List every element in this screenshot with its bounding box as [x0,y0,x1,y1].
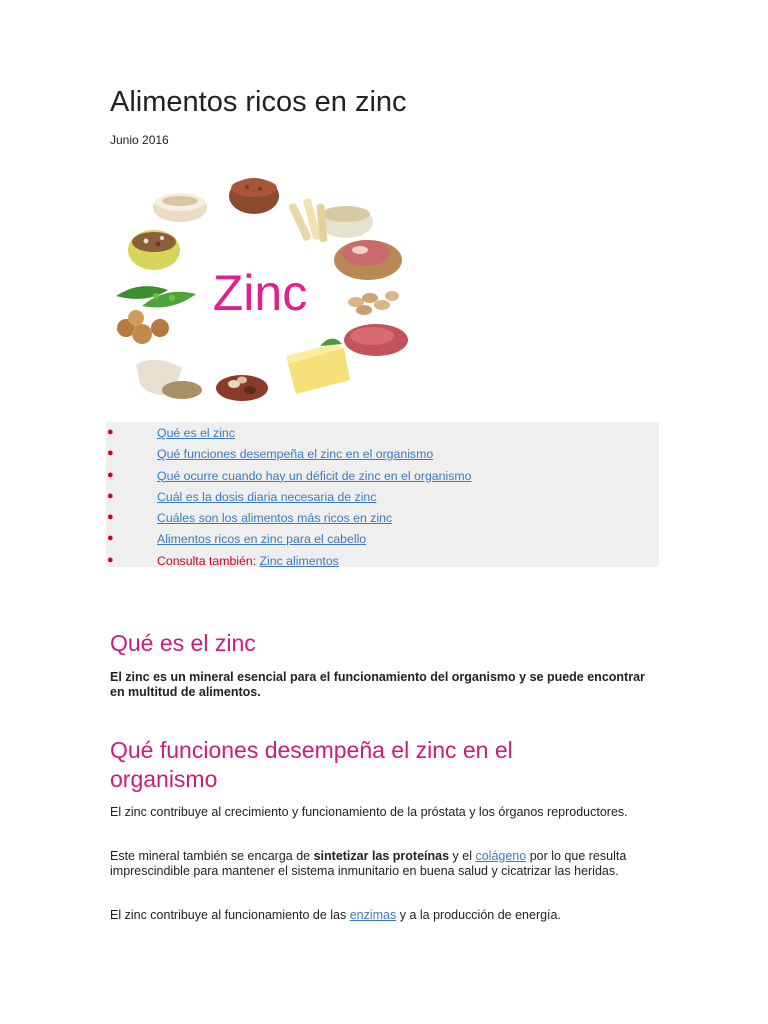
toc-link-deficit[interactable]: Qué ocurre cuando hay un déficit de zinc en el organismo [157,468,472,483]
toc-item [106,552,659,573]
see-also-label: Consulta también: [157,553,260,568]
rice-bowl-icon [153,193,207,222]
seed-sack-icon [136,360,202,399]
text-span: y el [449,849,476,863]
meat-board-icon [334,240,402,280]
see-also-link[interactable]: Zinc alimentos [259,553,339,568]
link-enzimas[interactable]: enzimas [349,908,397,922]
toc-link-alimentos[interactable]: Cuáles son los alimentos más ricos en zinc [157,511,393,526]
toc-item [106,488,659,509]
paragraph-proteinas [110,849,660,879]
toc-item [106,509,659,530]
toc-link-funciones[interactable]: Qué funciones desempeña el zinc en el organismo [157,447,434,462]
toc-item [106,424,659,445]
text-span: y a la producción de energía. [396,908,561,922]
section-heading-funciones: Qué funciones desempeña el zinc en el organismo [110,737,513,792]
zinc-foods-image [110,168,415,408]
walnuts-icon [117,310,169,344]
bullet-icon: ● [107,468,114,481]
bold-proteinas: sintetizar las proteínas [313,849,450,863]
see-also [157,552,339,571]
lentils-bowl-icon [229,178,279,214]
toc-item [106,445,659,466]
intro-bold-paragraph: El zinc es un mineral esencial para el funcionamiento del organismo y se puede encontrar en multitud de alimentos. [110,670,645,699]
paragraph-prostata: El zinc contribuye al crecimiento y funcionamiento de la próstata y los órganos reproductores. [110,805,628,819]
toc-item [106,530,659,551]
bullet-icon: ● [107,511,114,524]
text-span: Este mineral también se encarga de [110,849,314,863]
bullet-icon: ● [107,426,114,438]
section-heading-que-es: Qué es el zinc [110,630,256,656]
bullet-icon: ● [107,532,114,545]
toc-link-cabello[interactable]: Alimentos ricos en zinc para el cabello [157,532,367,547]
peanuts-icon [348,291,399,315]
text-span: por lo que resulta imprescindible para mantener el sistema inmunitario en buena salud y cicatrizar las heridas. [110,849,627,878]
ground-meat-icon [344,324,408,356]
toc-link-que-es[interactable]: Qué es el zinc [157,426,235,440]
text-span: El zinc contribuye al funcionamiento de las [110,908,350,922]
table-of-contents [106,422,659,567]
page-title: Alimentos ricos en zinc [110,86,407,118]
flakes-bowl-icon [319,206,373,238]
beans-icon [216,375,268,401]
sesame-sticks-icon [288,198,328,243]
toc-link-dosis[interactable]: Cuál es la dosis diaria necesaria de zinc [157,489,377,504]
bullet-icon: ● [107,489,114,502]
mixed-seeds-bowl-icon [128,230,180,270]
toc-item [106,467,659,488]
bullet-icon: ● [107,553,114,566]
paragraph-enzimas [110,908,660,923]
cheese-icon [286,338,350,394]
article-date: Junio 2016 [110,133,169,147]
link-colageno[interactable]: colágeno [475,849,527,863]
peas-icon [116,286,196,307]
bullet-icon: ● [107,447,114,460]
zinc-word: Zinc [212,265,308,321]
